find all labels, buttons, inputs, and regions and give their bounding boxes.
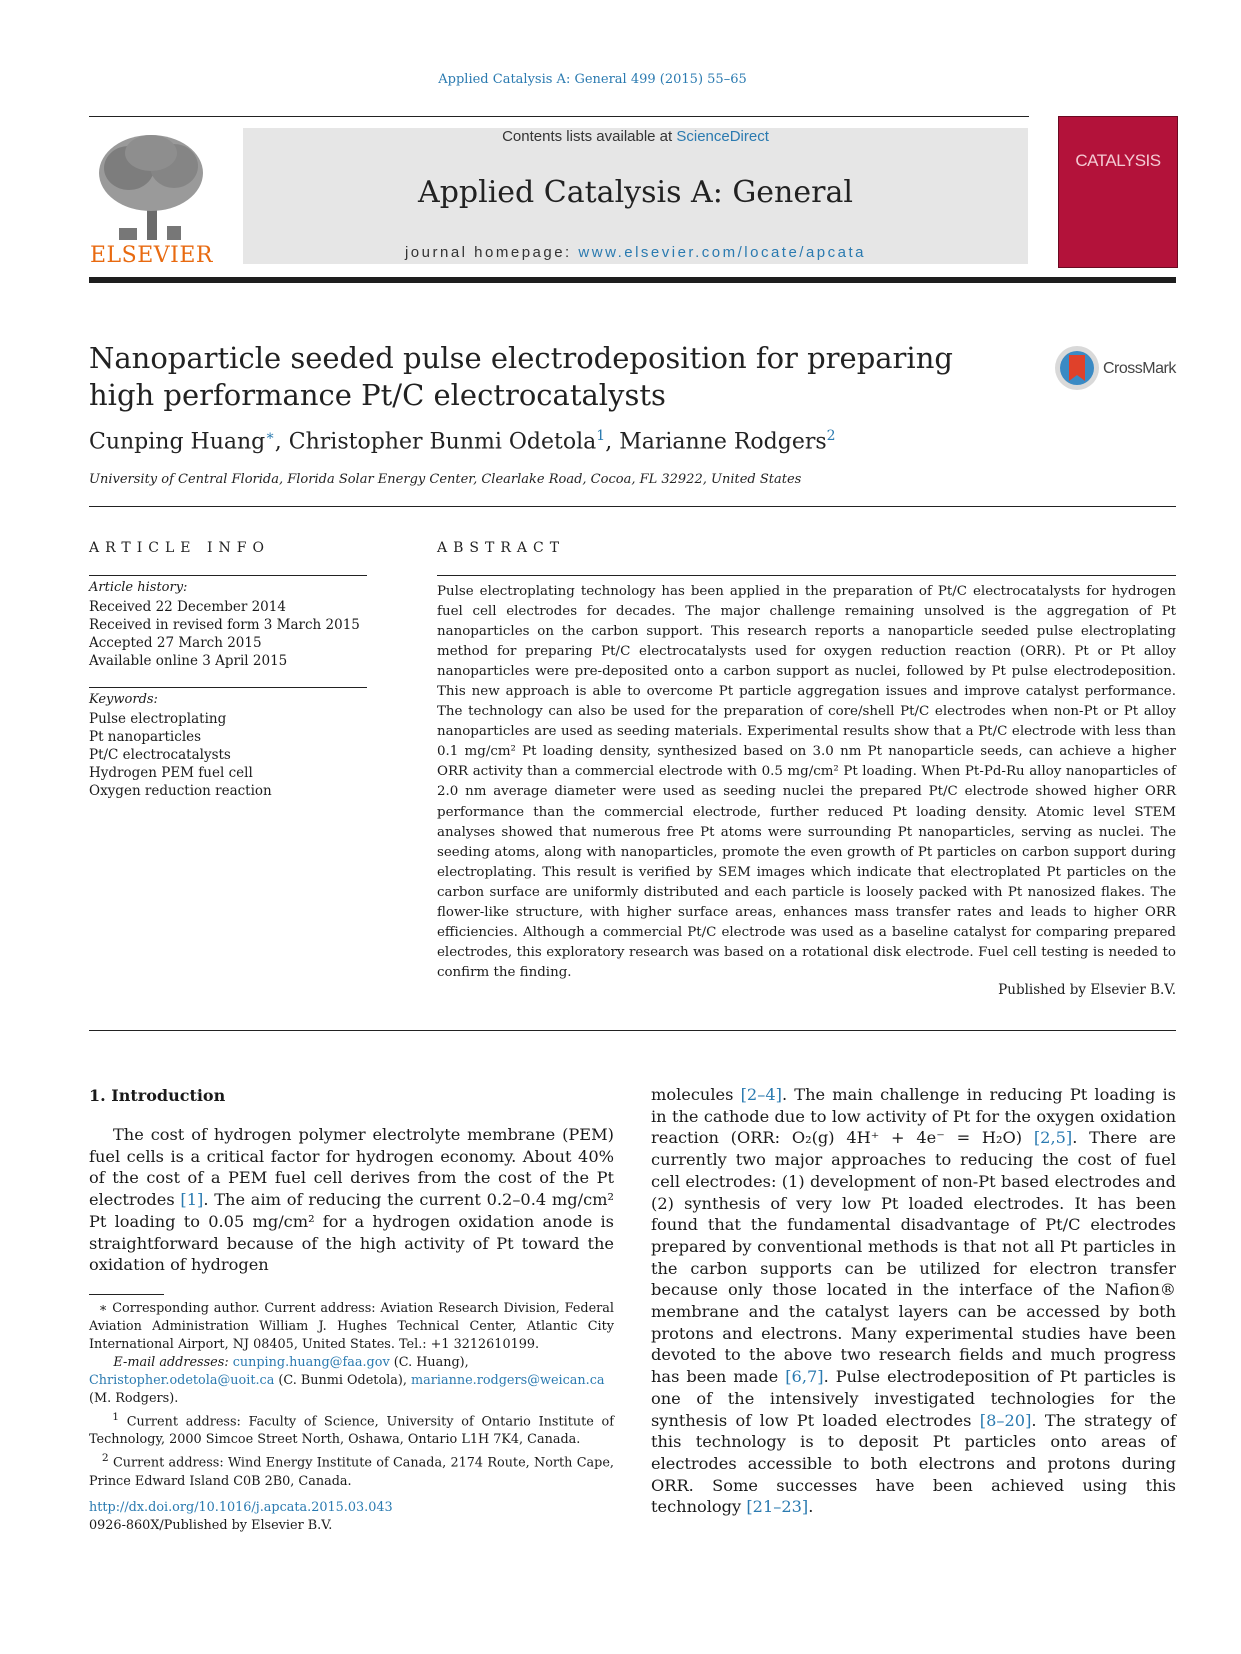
footnote-rule xyxy=(89,1294,164,1295)
reference-link[interactable]: [1] xyxy=(180,1190,204,1210)
publisher-note: Published by Elsevier B.V. xyxy=(998,982,1176,998)
reference-link[interactable]: [6,7] xyxy=(785,1367,824,1387)
elsevier-wordmark: ELSEVIER xyxy=(89,243,213,268)
abstract-heading: ABSTRACT xyxy=(437,540,566,556)
footnote-2: $^2$ Current address: Wind Energy Institute of Canada, 2174 Route, North Cape, Prince Edward Island C0B 2B0, Canada. xyxy=(89,1451,614,1489)
history-list xyxy=(89,598,360,670)
author-footnote-mark[interactable]: 2 xyxy=(826,428,836,444)
keywords-rule xyxy=(89,687,367,688)
keywords-list xyxy=(89,710,272,800)
author-footnote-mark[interactable]: ∗ xyxy=(265,428,275,444)
history-item: Accepted 27 March 2015 xyxy=(89,635,262,651)
author-footnote-mark[interactable]: 1 xyxy=(596,428,606,444)
email-link[interactable]: Christopher.odetola@uoit.ca xyxy=(89,1373,275,1388)
keywords-label: Keywords: xyxy=(89,692,158,707)
keyword-item: Pt nanoparticles xyxy=(89,729,202,745)
journal-homepage: journal homepage: www.elsevier.com/locate/apcata xyxy=(404,244,867,261)
author-name: Cunping Huang xyxy=(89,429,266,455)
contents-line: Contents lists available at ScienceDirect xyxy=(502,128,769,145)
author-name: Marianne Rodgers xyxy=(619,429,827,455)
abstract-text: Pulse electroplating technology has been applied in the preparation of Pt/C electrocatalysts for hydrogen fuel cell electrodes for decades. The major challenge remaining unsolved is the aggregation of Pt nanoparticles on the carbon support. This research reports a nanoparticle seeded pulse electroplating method for preparing Pt/C electrocatalysts used for oxygen reduction reaction (ORR). Pt or Pt alloy nanoparticles were pre-deposited onto a carbon support as nuclei, followed by Pt pulse electrodeposition. This new approach is able to overcome Pt particle aggregation issues and improve catalyst performance. The technology can also be used for the preparation of core/shell Pt/C electrodes when non-Pt or Pt alloy nanoparticles are used as seeding materials. Experimental results show that a Pt/C electrode with less than 0.1 mg/cm² Pt loading density, synthesized based on 3.0 nm Pt nanoparticle seeds, can achieve a higher ORR activity than a commercial electrode with 0.5 mg/cm² Pt loading. When Pt-Pd-Ru alloy nanoparticles of 2.0 nm average diameter were used as seeding nuclei the prepared Pt/C electrode showed higher ORR performance than the commercial electrode, further reduced Pt loading density. Atomic level STEM analyses showed that numerous free Pt atoms were surrounding Pt nanoparticles, serving as nuclei. The seeding atoms, along with nanoparticles, promote the even growth of Pt particles on carbon support during electroplating. This result is verified by SEM images which indicate that electroplated Pt particles on the carbon surface are uniformly distributed and each particle is loosely packed with Pt nanosized flakes. The flower-like structure, with higher surface areas, enhances mass transfer rates and leads to higher ORR efficiencies. Although a commercial Pt/C electrode was used as a baseline catalyst for comparing prepared electrodes, this exploratory research was based on a rotational disk electrode. Fuel cell testing is needed to confirm the finding. xyxy=(437,584,1176,980)
history-item: Available online 3 April 2015 xyxy=(89,653,288,669)
reference-link[interactable]: [21–23] xyxy=(746,1497,809,1517)
title-rule xyxy=(89,506,1176,507)
journal-cover-image xyxy=(1058,116,1178,268)
history-item: Received in revised form 3 March 2015 xyxy=(89,617,360,633)
keyword-item: Pulse electroplating xyxy=(89,711,227,727)
header-rule xyxy=(89,116,1029,117)
article-info-heading: ARTICLE INFO xyxy=(89,540,270,556)
issn-line: 0926-860X/Published by Elsevier B.V. xyxy=(89,1518,333,1533)
doi-link[interactable]: http://dx.doi.org/10.1016/j.apcata.2015.03.043 xyxy=(89,1500,393,1515)
intro-column-right: molecules [2–4]. The main challenge in reducing Pt loading is in the cathode due to low activity of Pt for the oxygen oxidation reaction (ORR: O₂(g) 4H⁺ + 4e⁻ = H₂O) [2,5]. There are currently two major approaches to reducing the cost of fuel cell electrodes: (1) development of non-Pt based electrodes and (2) synthesis of very low Pt loaded electrodes. It has been found that the fundamental disadvantage of Pt/C electrodes prepared by conventional methods is that not all Pt particles in the carbon supports can be utilized for electron transfer because only those located in the interface of the Nafion® membrane and the catalyst layers can be accessed by both protons and electrons. Many experimental studies have been devoted to the above two research fields and much progress has been made [6,7]. Pulse electrodeposition of Pt particles is one of the intensively investigated technologies for the synthesis of low Pt loaded electrodes [8–20]. The strategy of this technology is to deposit Pt particles onto areas of electrodes accessible to both electrons and protons during ORR. Some successes have been achieved using this technology [21–23]. xyxy=(651,1085,1176,1517)
affiliation: University of Central Florida, Florida Solar Energy Center, Clearlake Road, Cocoa, FL 32922, United States xyxy=(89,472,802,487)
doi-block xyxy=(89,1499,393,1535)
header-thick-rule xyxy=(89,277,1176,283)
article-info-rule xyxy=(89,575,367,576)
journal-citation[interactable]: Applied Catalysis A: General 499 (2015) 55–65 xyxy=(438,72,747,87)
footnote-1: $^1$ Current address: Faculty of Science, University of Ontario Institute of Technology, 2000 Simcoe Street North, Oshawa, Ontario L1H 7K4, Canada. xyxy=(89,1410,614,1448)
history-item: Received 22 December 2014 xyxy=(89,599,286,615)
author-name: Christopher Bunmi Odetola xyxy=(288,429,597,455)
sciencedirect-link[interactable]: ScienceDirect xyxy=(676,128,769,145)
keyword-item: Oxygen reduction reaction xyxy=(89,783,272,799)
intro-column-left: The cost of hydrogen polymer electrolyte membrane (PEM) fuel cells is a critical factor for hydrogen economy. About 40% of the cost of a PEM fuel cell derives from the cost of the Pt electrodes [1]. The aim of reducing the current 0.2–0.4 mg/cm² Pt loading to 0.05 mg/cm² for a hydrogen oxidation anode is straightforward because of the high activity of Pt toward the oxidation of hydrogen xyxy=(89,1125,614,1275)
article-title: Nanoparticle seeded pulse electrodeposition for preparing high performance Pt/C electrocatalysts xyxy=(89,341,953,412)
reference-link[interactable]: [8–20] xyxy=(979,1410,1032,1430)
keyword-item: Hydrogen PEM fuel cell xyxy=(89,765,253,781)
abstract-end-rule xyxy=(89,1030,1176,1031)
footnote-emails: E-mail addresses: cunping.huang@faa.gov (C. Huang), Christopher.odetola@uoit.ca (C. Bunmi Odetola), marianne.rodgers@weican.ca (M. Rodgers). xyxy=(89,1355,605,1406)
journal-homepage-link[interactable]: www.elsevier.com/locate/apcata xyxy=(578,244,867,261)
cover-title: CATALYSIS xyxy=(1075,151,1161,170)
footnotes xyxy=(89,1300,614,1491)
author-list: Cunping Huang∗, Christopher Bunmi Odetola$^1$, Marianne Rodgers$^2$ xyxy=(89,428,836,455)
email-link[interactable]: cunping.huang@faa.gov xyxy=(232,1355,390,1370)
reference-link[interactable]: [2,5] xyxy=(1033,1128,1073,1148)
crossmark-label[interactable]: CrossMark xyxy=(1103,360,1176,377)
history-label: Article history: xyxy=(89,580,188,595)
abstract-rule xyxy=(437,575,1176,576)
reference-link[interactable]: [2–4] xyxy=(740,1085,782,1104)
keyword-item: Pt/C electrocatalysts xyxy=(89,747,231,763)
section-heading: 1. Introduction xyxy=(89,1086,226,1105)
email-link[interactable]: marianne.rodgers@weican.ca xyxy=(411,1373,605,1388)
journal-title: Applied Catalysis A: General xyxy=(418,175,853,210)
footnote-corresponding: ∗ Corresponding author. Current address: Aviation Research Division, Federal Aviation Administration William J. Hughes Technical Center, Atlantic City International Airport, NJ 08405, United States. Tel.: +1 3212610199. xyxy=(89,1301,614,1352)
